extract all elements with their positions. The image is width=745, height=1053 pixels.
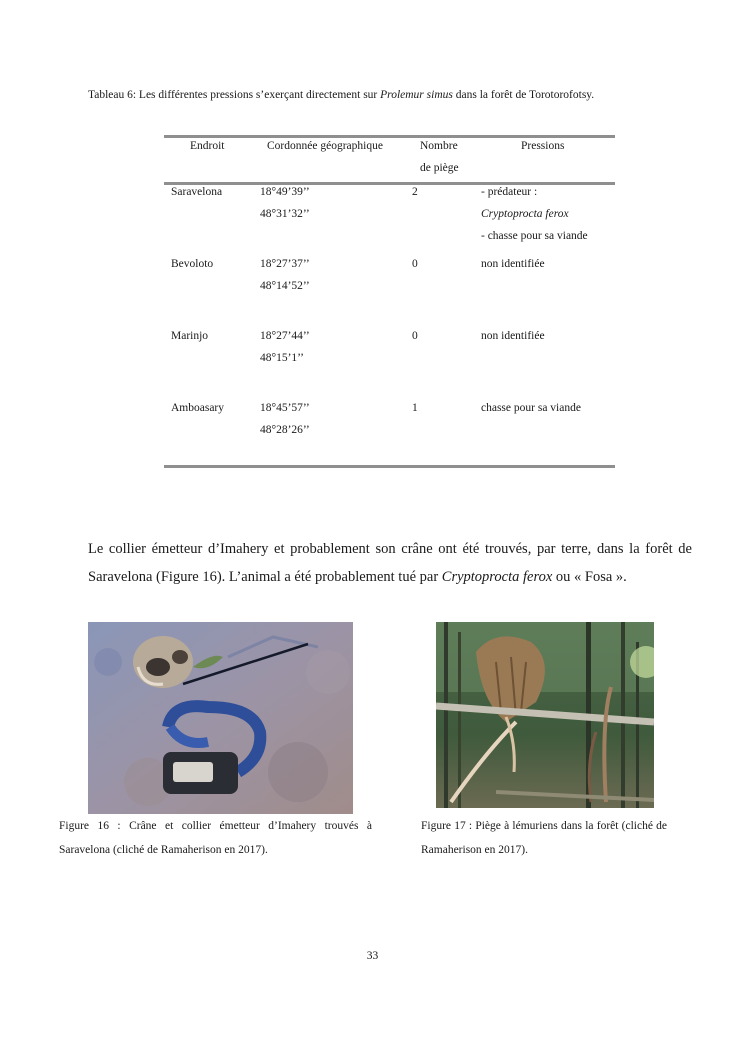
cell-nombre: 2	[412, 186, 418, 198]
figure-17-caption: Figure 17 : Piège à lémuriens dans la forêt (cliché de Ramaherison en 2017).	[421, 820, 667, 856]
cell-nombre: 0	[412, 330, 418, 342]
cell-endroit: Marinjo	[171, 330, 209, 342]
cell-latitude: 18°27’37’’	[260, 258, 310, 270]
cell-longitude: 48°15’1’’	[260, 352, 304, 364]
cell-pression: non identifiée	[481, 330, 545, 342]
body-paragraph: Le collier émetteur d’Imahery et probablement son crâne ont été trouvés, par terre, dans la forêt de Saravelona (Figure 16). L’animal a été probablement tué par Cryptoprocta ferox ou « Fosa ».	[88, 541, 692, 585]
figure-16-caption: Figure 16 : Crâne et collier émetteur d’Imahery trouvés à Saravelona (cliché de Ramaherison en 2017).	[59, 820, 372, 856]
cell-pression: - prédateur :	[481, 186, 538, 198]
cell-nombre: 0	[412, 258, 418, 270]
cell-endroit: Amboasary	[171, 402, 225, 414]
cell-pression: non identifiée	[481, 258, 545, 270]
table-caption-species: Prolemur simus	[380, 89, 453, 101]
cell-latitude: 18°27’44’’	[260, 330, 310, 342]
paragraph-species: Cryptoprocta ferox	[441, 569, 553, 585]
header-pressions: Pressions	[521, 140, 565, 152]
cell-endroit: Saravelona	[171, 186, 223, 198]
figure-16-photo	[88, 622, 353, 814]
cell-pression: - chasse pour sa viande	[481, 230, 588, 242]
table-caption: Tableau 6: Les différentes pressions s’exerçant directement sur Prolemur simus dans la forêt de Torotorofotsy.	[88, 89, 595, 101]
cell-latitude: 18°49’39’’	[260, 186, 310, 198]
page-number: 33	[366, 950, 379, 962]
table-header-rule	[164, 182, 615, 185]
cell-latitude: 18°45’57’’	[260, 402, 310, 414]
cell-longitude: 48°31’32’’	[260, 208, 310, 220]
cell-pression: chasse pour sa viande	[481, 402, 581, 414]
header-endroit: Endroit	[190, 140, 225, 152]
cell-endroit: Bevoloto	[171, 258, 214, 270]
figure-17-photo	[436, 622, 654, 808]
cell-pression-species: Cryptoprocta ferox	[481, 208, 569, 220]
cell-longitude: 48°14’52’’	[260, 280, 310, 292]
cell-longitude: 48°28’26’’	[260, 424, 310, 436]
header-nombre: Nombre	[420, 140, 458, 152]
header-coordonnee: Cordonnée géographique	[267, 140, 383, 152]
cell-nombre: 1	[412, 402, 418, 414]
table-bottom-rule	[164, 465, 615, 468]
header-nombre-line2: de piège	[420, 162, 459, 174]
